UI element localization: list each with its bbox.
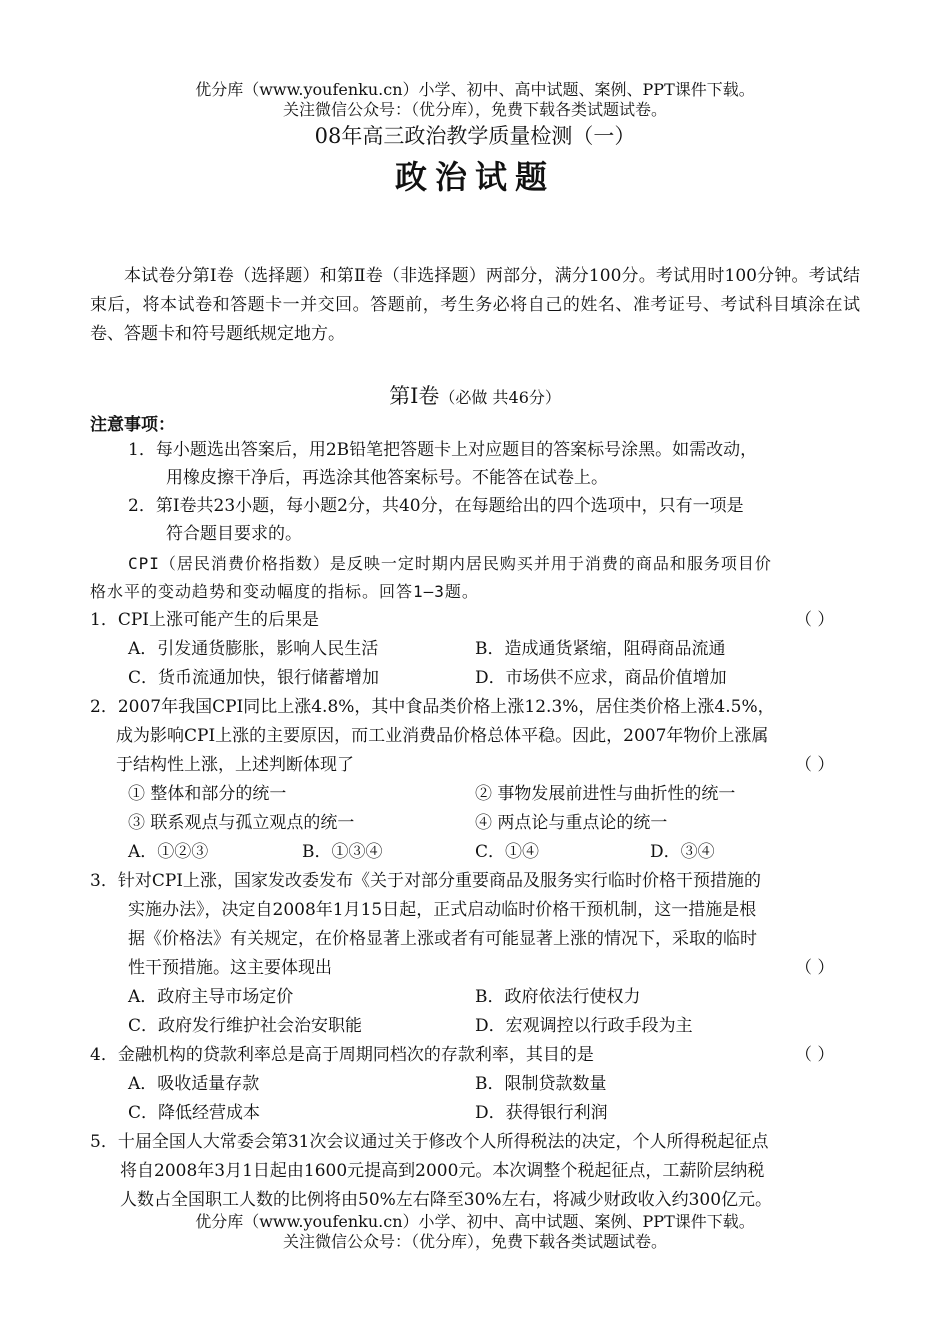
q3-answer-paren: （ ） <box>795 958 835 978</box>
q2-option-d: D．③④ <box>650 842 715 862</box>
q4-answer-paren: （ ） <box>795 1045 835 1065</box>
q3-option-d: D．宏观调控以行政手段为主 <box>475 1016 693 1036</box>
q4-option-b: B．限制贷款数量 <box>475 1074 607 1094</box>
q4-option-d: D．获得银行利润 <box>475 1103 608 1123</box>
intro-line-1: CPI（居民消费价格指数）是反映一定时期内居民购买并用于消费的商品和服务项目价 <box>128 554 772 573</box>
q3-stem-line-4: 性干预措施。这主要体现出 <box>128 958 332 978</box>
note-1-line-1: 1．每小题选出答案后，用2B铅笔把答题卡上对应题目的答案标号涂黑。如需改动， <box>128 440 758 460</box>
q4-option-c: C．降低经营成本 <box>128 1103 261 1123</box>
q2-statement-4: ④ 两点论与重点论的统一 <box>475 813 668 833</box>
q5-stem-line-3: 人数占全国职工人数的比例将由50%左右降至30%左右，将减少财政收入约300亿元。 <box>120 1190 773 1210</box>
q1-option-d: D．市场供不应求，商品价值增加 <box>475 668 727 688</box>
part1-title: 第Ⅰ卷 <box>389 384 440 408</box>
q3-option-a: A．政府主导市场定价 <box>128 987 294 1007</box>
q2-stem-line-3: 于结构性上涨，上述判断体现了 <box>116 755 354 775</box>
q2-option-b: B．①③④ <box>302 842 383 862</box>
q3-stem-line-3: 据《价格法》有关规定，在价格显著上涨或者有可能显著上涨的情况下，采取的临时 <box>128 929 757 949</box>
q5-stem-line-2: 将自2008年3月1日起由1600元提高到2000元。本次调整个税起征点，工薪阶层纳税 <box>120 1161 765 1181</box>
q2-statement-1: ① 整体和部分的统一 <box>128 784 287 804</box>
q5-stem-line-1: 5．十届全国人大常委会第31次会议通过关于修改个人所得税法的决定，个人所得税起征点 <box>90 1132 769 1152</box>
q2-statement-3: ③ 联系观点与孤立观点的统一 <box>128 813 355 833</box>
notes-heading: 注意事项： <box>90 415 175 435</box>
q2-stem-line-1: 2．2007年我国CPI同比上涨4.8%，其中食品类价格上涨12.3%，居住类价格上涨4.5%， <box>90 697 775 717</box>
q3-stem-line-1: 3．针对CPI上涨，国家发改委发布《关于对部分重要商品及服务实行临时价格干预措施的 <box>90 871 761 891</box>
note-2-line-1: 2．第Ⅰ卷共23小题，每小题2分，共40分，在每题给出的四个选项中，只有一项是 <box>128 496 744 516</box>
q3-option-b: B．政府依法行使权力 <box>475 987 641 1007</box>
q2-statement-2: ② 事物发展前进性与曲折性的统一 <box>475 784 736 804</box>
exam-subtitle: 08年高三政治教学质量检测（一） <box>314 124 636 148</box>
intro-line-2: 格水平的变动趋势和变动幅度的指标。回答1—3题。 <box>90 582 479 601</box>
footer-line-1: 优分库（www.youfenku.cn）小学、初中、高中试题、案例、PPT课件下载。 <box>195 1212 755 1231</box>
q1-answer-paren: （ ） <box>795 610 835 630</box>
q2-stem-line-2: 成为影响CPI上涨的主要原因，而工业消费品价格总体平稳。因此，2007年物价上涨属 <box>116 726 769 746</box>
q1-option-b: B．造成通货紧缩，阻碍商品流通 <box>475 639 726 659</box>
q2-answer-paren: （ ） <box>795 755 835 775</box>
header-line-1: 优分库（www.youfenku.cn）小学、初中、高中试题、案例、PPT课件下载。 <box>195 80 755 99</box>
q1-option-c: C．货币流通加快，银行储蓄增加 <box>128 668 380 688</box>
part1-heading <box>0 380 950 410</box>
q2-option-a: A．①②③ <box>128 842 209 862</box>
q1-option-a: A．引发通货膨胀，影响人民生活 <box>128 639 379 659</box>
part1-note: （必做 共46分） <box>439 388 561 407</box>
q4-stem: 4．金融机构的贷款利率总是高于周期同档次的存款利率，其目的是 <box>90 1045 594 1065</box>
note-1-line-2: 用橡皮擦干净后，再选涂其他答案标号。不能答在试卷上。 <box>166 468 608 488</box>
q1-stem: 1．CPI上涨可能产生的后果是 <box>90 610 319 630</box>
q3-stem-line-2: 实施办法》，决定自2008年1月15日起，正式启动临时价格干预机制，这一措施是根 <box>128 900 757 920</box>
q3-option-c: C．政府发行维护社会治安职能 <box>128 1016 363 1036</box>
q2-option-c: C．①④ <box>475 842 540 862</box>
note-2-line-2: 符合题目要求的。 <box>166 524 302 544</box>
q4-option-a: A．吸收适量存款 <box>128 1074 260 1094</box>
exam-instructions: 本试卷分第Ⅰ卷（选择题）和第Ⅱ卷（非选择题）两部分，满分100分。考试用时100分钟。考试结束后，将本试卷和答题卡一并交回。答题前，考生务必将自己的姓名、准考证号、考试科目填涂在试卷、答题卡和符号题纸规定地方。 <box>90 266 860 344</box>
exam-title: 政治试题 <box>394 158 555 196</box>
header-line-2: 关注微信公众号：（优分库），免费下载各类试题试卷。 <box>282 100 667 119</box>
footer-line-2: 关注微信公众号：（优分库），免费下载各类试题试卷。 <box>282 1232 667 1251</box>
